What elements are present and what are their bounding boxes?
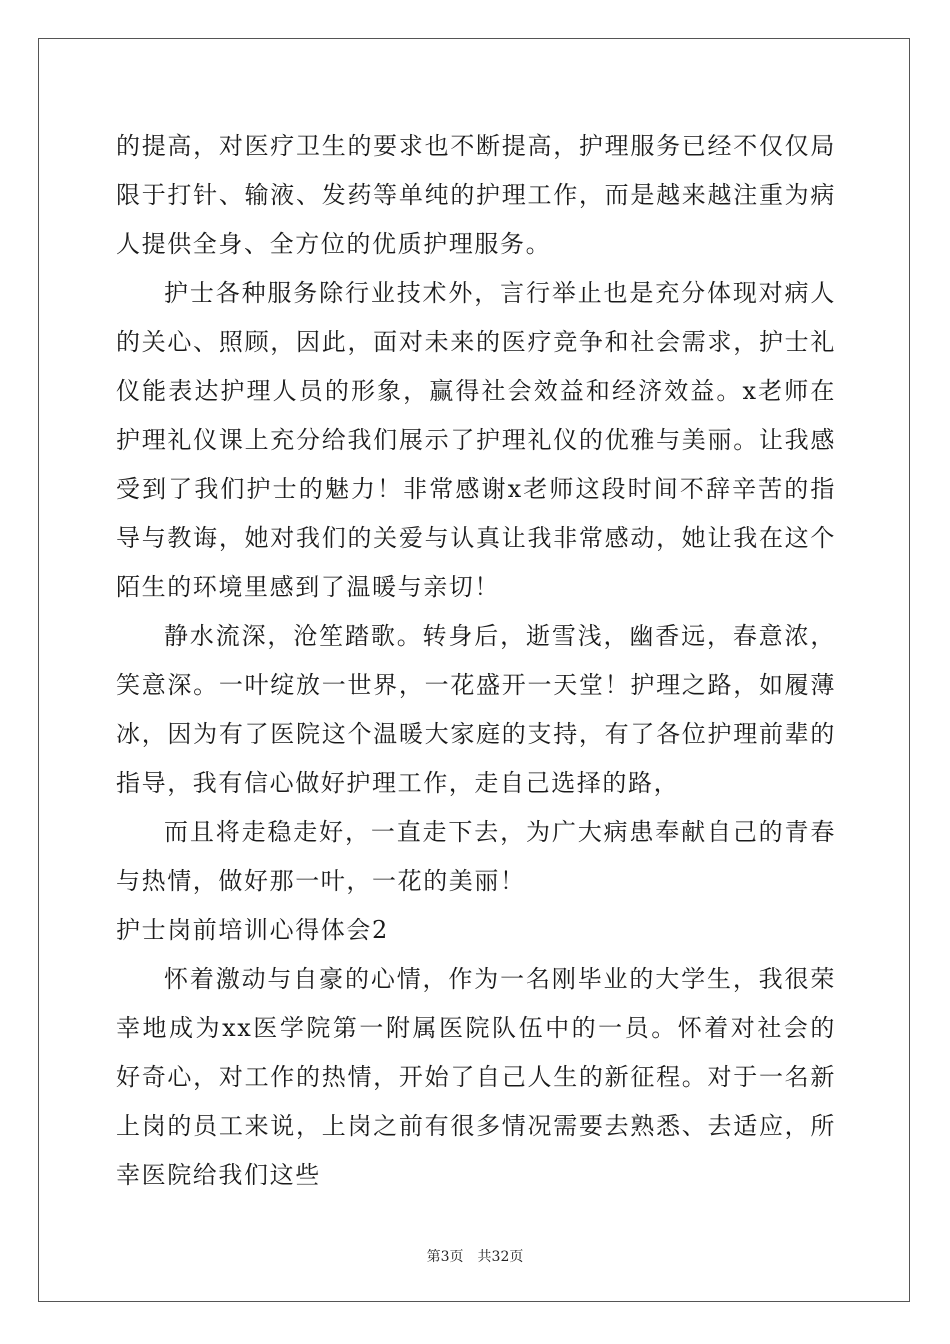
paragraph: 的提高，对医疗卫生的要求也不断提高，护理服务已经不仅仅局限于打针、输液、发药等单纯的护理工作，而是越来越注重为病人提供全身、全方位的优质护理服务。	[116, 132, 836, 258]
page-footer	[0, 1246, 950, 1266]
paragraph: 而且将走稳走好，一直走下去，为广大病患奉献自己的青春与热情，做好那一叶，一花的美丽！	[116, 818, 836, 895]
section-heading: 护士岗前培训心得体会2	[116, 916, 389, 944]
paragraph: 怀着激动与自豪的心情，作为一名刚毕业的大学生，我很荣幸地成为xx医学院第一附属医院队伍中的一员。怀着对社会的好奇心，对工作的热情，开始了自己人生的新征程。对于一名新上岗的员工来说，上岗之前有很多情况需要去熟悉、去适应，所幸医院给我们这些	[116, 965, 836, 1189]
document-body	[116, 122, 836, 1200]
paragraph: 护士各种服务除行业技术外，言行举止也是充分体现对病人的关心、照顾，因此，面对未来的医疗竞争和社会需求，护士礼仪能表达护理人员的形象，赢得社会效益和经济效益。x老师在护理礼仪课上充分给我们展示了护理礼仪的优雅与美丽。让我感受到了我们护士的魅力！非常感谢x老师这段时间不辞辛苦的指导与教诲，她对我们的关爱与认真让我非常感动，她让我在这个陌生的环境里感到了温暖与亲切！	[116, 279, 836, 601]
page-number-current: 第3页	[426, 1249, 464, 1265]
paragraph: 静水流深，沧笙踏歌。转身后，逝雪浅，幽香远，春意浓，笑意深。一叶绽放一世界，一花盛开一天堂！护理之路，如履薄冰，因为有了医院这个温暖大家庭的支持，有了各位护理前辈的指导，我有信心做好护理工作，走自己选择的路，	[116, 622, 836, 797]
page-number-total: 共32页	[477, 1249, 524, 1265]
